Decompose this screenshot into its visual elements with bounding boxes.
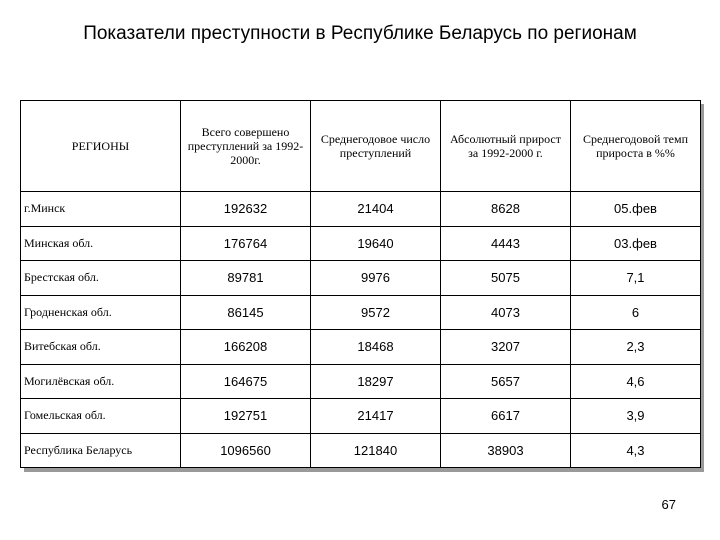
header-growth-rate: Среднегодовой темп прироста в %%: [571, 101, 701, 192]
table-row: [21, 433, 701, 468]
growth-cell: 3207: [441, 330, 571, 365]
table-header-row: [21, 101, 701, 192]
total-cell: 164675: [181, 364, 311, 399]
rate-cell: 2,3: [571, 330, 701, 365]
total-cell: 192632: [181, 192, 311, 227]
total-cell: 89781: [181, 261, 311, 296]
region-cell: Витебская обл.: [21, 330, 181, 365]
growth-cell: 38903: [441, 433, 571, 468]
average-cell: 18468: [311, 330, 441, 365]
average-cell: 19640: [311, 226, 441, 261]
table-row: [21, 399, 701, 434]
average-cell: 121840: [311, 433, 441, 468]
rate-cell: 7,1: [571, 261, 701, 296]
average-cell: 21417: [311, 399, 441, 434]
region-cell: Минская обл.: [21, 226, 181, 261]
table-row: [21, 226, 701, 261]
table-row: [21, 295, 701, 330]
growth-cell: 5657: [441, 364, 571, 399]
page-number: 67: [661, 497, 676, 512]
rate-cell: 4,6: [571, 364, 701, 399]
region-cell: Республика Беларусь: [21, 433, 181, 468]
table-row: [21, 330, 701, 365]
table-shadow-bottom: [24, 468, 704, 472]
table-row: [21, 364, 701, 399]
table-row: [21, 261, 701, 296]
region-cell: Могилёвская обл.: [21, 364, 181, 399]
table-row: [21, 192, 701, 227]
total-cell: 1096560: [181, 433, 311, 468]
rate-cell: 05.фев: [571, 192, 701, 227]
growth-cell: 6617: [441, 399, 571, 434]
growth-cell: 4073: [441, 295, 571, 330]
total-cell: 86145: [181, 295, 311, 330]
region-cell: Гродненская обл.: [21, 295, 181, 330]
page-title: Показатели преступности в Республике Беларусь по регионам: [83, 23, 637, 44]
region-cell: Гомельская обл.: [21, 399, 181, 434]
header-total-crimes: Всего совершено преступлений за 1992-2000г.: [181, 101, 311, 192]
crime-stats-table: [20, 100, 701, 468]
average-cell: 18297: [311, 364, 441, 399]
rate-cell: 6: [571, 295, 701, 330]
average-cell: 21404: [311, 192, 441, 227]
average-cell: 9976: [311, 261, 441, 296]
header-absolute-growth: Абсолютный прирост за 1992-2000 г.: [441, 101, 571, 192]
region-cell: Брестская обл.: [21, 261, 181, 296]
rate-cell: 4,3: [571, 433, 701, 468]
total-cell: 192751: [181, 399, 311, 434]
total-cell: 166208: [181, 330, 311, 365]
region-cell: г.Минск: [21, 192, 181, 227]
total-cell: 176764: [181, 226, 311, 261]
growth-cell: 5075: [441, 261, 571, 296]
growth-cell: 4443: [441, 226, 571, 261]
growth-cell: 8628: [441, 192, 571, 227]
rate-cell: 03.фев: [571, 226, 701, 261]
average-cell: 9572: [311, 295, 441, 330]
header-regions: РЕГИОНЫ: [21, 101, 181, 192]
header-average-crimes: Среднегодовое число преступлений: [311, 101, 441, 192]
rate-cell: 3,9: [571, 399, 701, 434]
